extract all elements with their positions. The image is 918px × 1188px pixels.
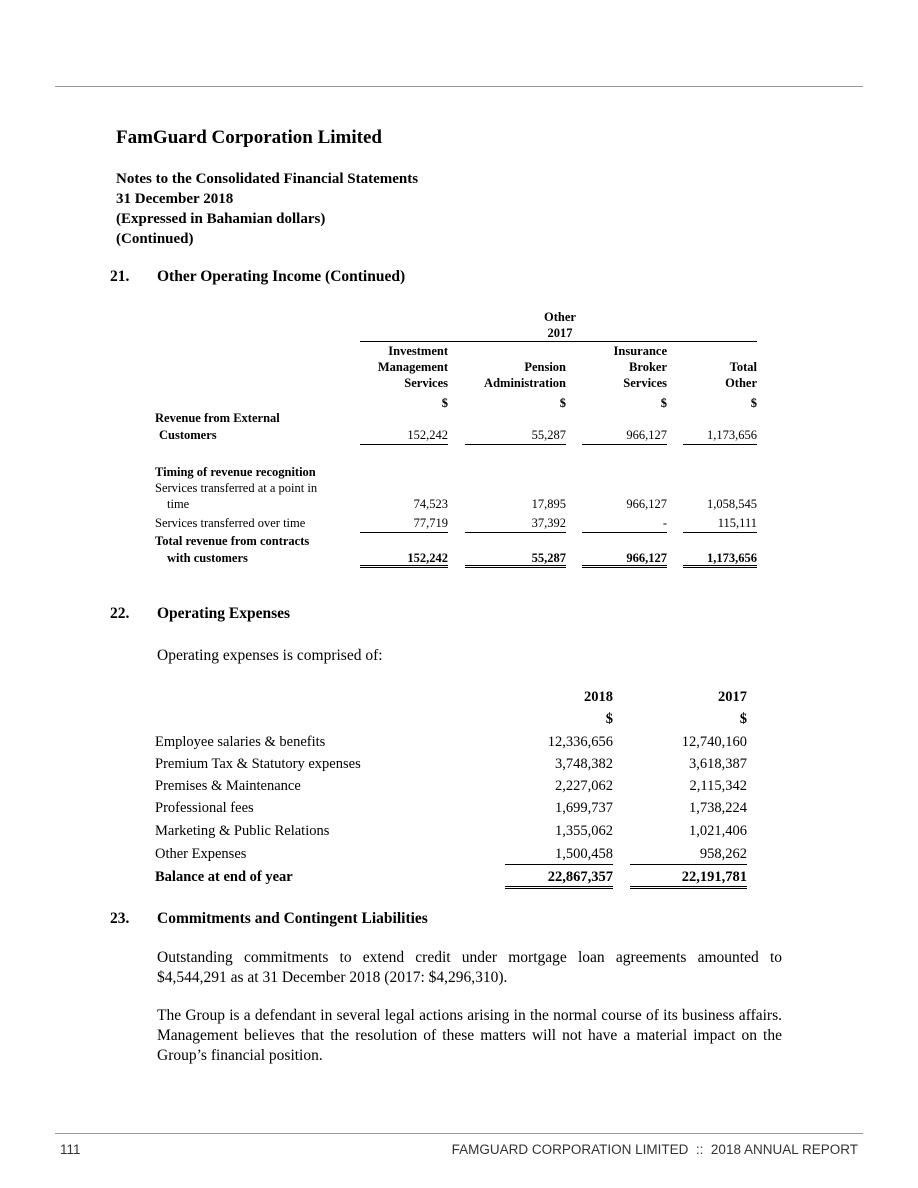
expense-row-label: Other Expenses (155, 846, 247, 862)
cell: 17,895 (531, 497, 566, 511)
year-header-2018: 2018 (584, 689, 613, 705)
expense-2017: 2,115,342 (689, 778, 747, 794)
group-header-year: 2017 (547, 326, 573, 340)
expense-2018: 1,500,458 (555, 846, 613, 862)
group-header-rule (360, 341, 757, 342)
company-name: FamGuard Corporation Limited (116, 127, 382, 148)
row-label: Total revenue from contracts (155, 534, 310, 548)
row-label: Revenue from External (155, 411, 280, 425)
double-underline (582, 565, 667, 568)
expense-2017: 1,021,406 (689, 823, 747, 839)
expense-2018: 12,336,656 (547, 734, 613, 750)
expense-row-label: Marketing & Public Relations (155, 823, 330, 839)
col-header-currency: $ (559, 396, 566, 410)
legal-actions-paragraph: The Group is a defendant in several legal actions arising in the normal course of its business affairs. Management believes that the resolution of these matters will not have a material impact on the Group’s financial position. (157, 1007, 782, 1064)
expense-2018: 2,227,062 (555, 778, 613, 794)
total-cell: 152,242 (407, 551, 448, 565)
header-line-1: Notes to the Consolidated Financial Statements (116, 171, 419, 187)
section-23-number: 23. (110, 910, 130, 927)
expense-2018: 1,699,737 (555, 800, 613, 816)
row-label: Services transferred at a point in (155, 481, 318, 495)
section-22-number: 22. (110, 605, 130, 622)
cell: 37,392 (531, 516, 566, 530)
col-header-l2: Pension (524, 360, 566, 374)
timing-heading: Timing of revenue recognition (155, 465, 316, 479)
expense-row-label: Professional fees (155, 800, 254, 816)
total-2018: 22,867,357 (547, 869, 613, 885)
year-header-2017: 2017 (718, 689, 747, 705)
row-label: with customers (167, 551, 248, 565)
underline (630, 864, 747, 865)
underline (465, 444, 566, 445)
section-23-title: Commitments and Contingent Liabilities (157, 910, 428, 927)
row-label: Customers (159, 428, 217, 442)
expense-2018: 1,355,062 (555, 823, 613, 839)
total-cell: 1,173,656 (707, 551, 757, 565)
group-header-other: Other (544, 310, 576, 324)
cell: 1,173,656 (707, 428, 757, 442)
expense-2017: 1,738,224 (689, 800, 747, 816)
col-header-l1: Insurance (613, 344, 667, 358)
col-header-l2: Total (729, 360, 757, 374)
col-header-l3: Other (725, 376, 757, 390)
expense-row-label: Premium Tax & Statutory expenses (155, 756, 361, 772)
top-rule (55, 86, 863, 87)
row-label: time (167, 497, 190, 511)
cell: 966,127 (626, 428, 667, 442)
col-header-l3: Administration (484, 376, 566, 390)
cell: 74,523 (413, 497, 448, 511)
bottom-rule (55, 1133, 863, 1134)
cell: 152,242 (407, 428, 448, 442)
cell: 55,287 (531, 428, 566, 442)
row-label: Services transferred over time (155, 516, 306, 530)
underline (582, 444, 667, 445)
col-header-l3: Services (623, 376, 667, 390)
expense-2017: 958,262 (699, 846, 747, 862)
cell: 966,127 (626, 497, 667, 511)
total-2017: 22,191,781 (681, 869, 747, 885)
currency-2017: $ (739, 711, 747, 727)
double-underline (683, 565, 757, 568)
expense-row-label: Premises & Maintenance (155, 778, 301, 794)
underline (360, 532, 448, 533)
footer-report-title: FAMGUARD CORPORATION LIMITED :: 2018 ANNUAL REPORT (451, 1142, 858, 1157)
underline (505, 864, 613, 865)
total-cell: 966,127 (626, 551, 667, 565)
underline (683, 444, 757, 445)
cell: - (662, 516, 667, 530)
double-underline (360, 565, 448, 568)
col-header-l2: Management (377, 360, 448, 374)
header-line-2: 31 December 2018 (116, 191, 234, 207)
col-header-l1: Investment (388, 344, 448, 358)
col-header-l3: Services (404, 376, 448, 390)
expense-2017: 3,618,387 (689, 756, 747, 772)
expense-2017: 12,740,160 (681, 734, 747, 750)
cell: 77,719 (413, 516, 448, 530)
total-row-label: Balance at end of year (155, 869, 293, 885)
underline (582, 532, 667, 533)
double-underline (465, 565, 566, 568)
col-header-currency: $ (750, 396, 757, 410)
cell: 1,058,545 (707, 497, 757, 511)
col-header-currency: $ (660, 396, 667, 410)
header-line-3: (Expressed in Bahamian dollars) (116, 211, 326, 227)
section-21-number: 21. (110, 268, 130, 285)
col-header-currency: $ (441, 396, 448, 410)
underline (683, 532, 757, 533)
header-line-4: (Continued) (116, 231, 194, 247)
underline (360, 444, 448, 445)
expense-row-label: Employee salaries & benefits (155, 734, 326, 750)
section-22-intro: Operating expenses is comprised of: (157, 647, 383, 664)
underline (465, 532, 566, 533)
currency-2018: $ (605, 711, 613, 727)
page-number: 111 (60, 1142, 81, 1157)
commitments-paragraph: Outstanding commitments to extend credit under mortgage loan agreements amounted to $4,544,291 as at 31 December 2018 (2017: $4,296,310). (157, 949, 782, 986)
col-header-l2: Broker (629, 360, 667, 374)
cell: 115,111 (717, 516, 757, 530)
total-cell: 55,287 (531, 551, 566, 565)
expense-2018: 3,748,382 (555, 756, 613, 772)
double-underline (505, 886, 613, 889)
double-underline (630, 886, 747, 889)
section-22-title: Operating Expenses (157, 605, 291, 622)
section-21-title: Other Operating Income (Continued) (157, 268, 406, 285)
